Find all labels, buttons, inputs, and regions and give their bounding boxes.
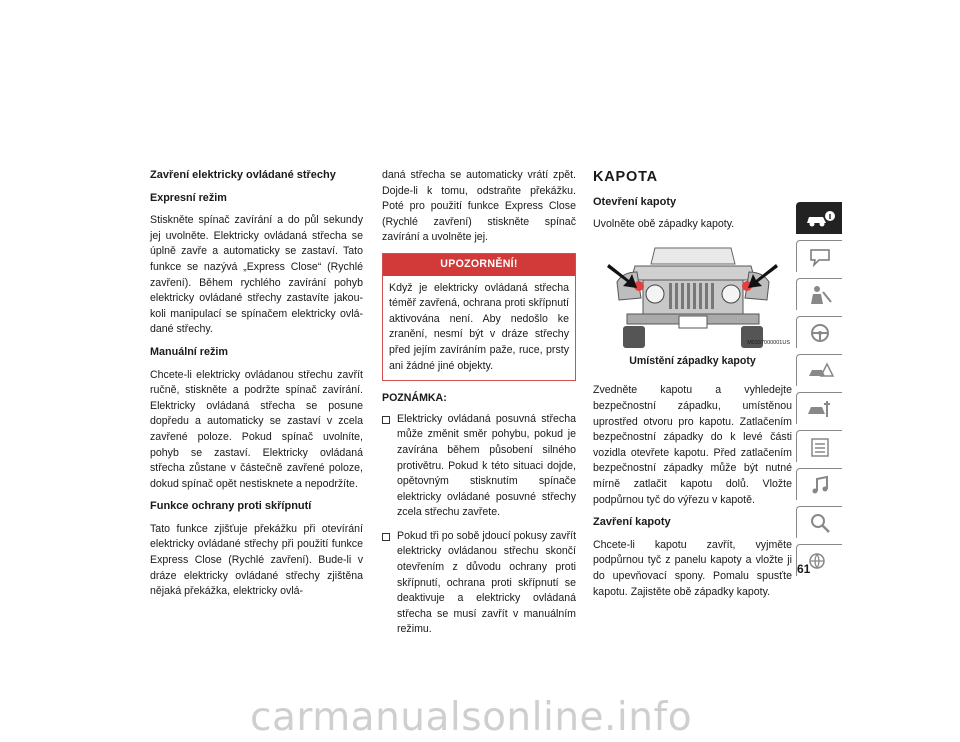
paragraph-manual: Chcete-li elektricky ovládanou střechu zavřít ručně, stiskněte a podržte spínač zavírání. Elektricky ovládaná střecha se posune dopředu a automaticky se zastaví v zcela zavřené poloze. Pokud spínač uvolníte, pohyb se zastaví. Elektricky ovládaná střecha zůstane v částečně zavřené poloze, dokud spínač opět nestisknete a nepodržíte.	[150, 368, 363, 490]
watermark-text: carmanualsonline.info	[250, 695, 693, 740]
tab-specifications[interactable]	[796, 430, 842, 462]
note-bullet	[382, 529, 576, 638]
subheading-hood-open: Otevření kapoty	[593, 195, 677, 208]
tab-car-info[interactable]	[796, 202, 842, 234]
subheading-manual: Manuální režim	[150, 345, 228, 358]
safety-icon	[805, 284, 835, 306]
search-icon	[805, 512, 835, 534]
column-right	[593, 168, 792, 607]
music-icon	[805, 474, 835, 496]
chapter-title: KAPOTA	[593, 169, 658, 185]
paragraph-hood-open: Uvolněte obě západky kapoty.	[593, 218, 735, 231]
page-number: 61	[797, 562, 811, 576]
warning-car-icon	[805, 360, 835, 382]
chapter-tab-sidebar	[796, 202, 842, 582]
note-heading: POZNÁMKA:	[382, 392, 447, 405]
service-icon	[805, 398, 835, 420]
hood-latch-figure	[593, 240, 792, 352]
note-bullet-text: Pokud tři po sobě jdoucí pokusy zavřít elektricky ovládanou střechu skončí otevřením z důvodu ochrany proti skřípnutí, ochrana proti skřípnutí se deaktivuje a elektricky ovládaná střecha se musí zavřít v manuálním režimu.	[397, 529, 577, 636]
tab-service[interactable]	[796, 392, 842, 424]
paragraph-hood-close: Chcete-li kapotu zavřít, vyjměte podpůrnou tyč z panelu kapoty a vložte ji do upevňovací spony. Pomalu spusťte kapotu. Zajistěte obě západky kapoty.	[593, 538, 792, 598]
paragraph-hood-open-2: Zvedněte kapotu a vyhledejte bezpečnostní západku, umístěnou uprostřed otvoru pro kapotu. Zatlačením bezpečnostní západky do k levé části vozidla otevřete kapotu. Před zatlačením bezpečnostní západky může být nutné mírně zatlačit kapotu dolů. Vložte podpůrnou tyč do výřezu v kapotě.	[593, 384, 792, 506]
note-bullet-text: Elektricky ovládaná posuvná střecha může změnit směr pohybu, pokud je zavírána během působení silného protivětru. Pokud k této situaci dojde, opětovným stisknutím spínače elektricky ovládané posuvné střechy zcela střechu zavřete.	[397, 412, 576, 519]
tab-messages[interactable]	[796, 240, 842, 272]
warning-title: UPOZORNĚNÍ!	[383, 254, 575, 276]
specs-list-icon	[805, 436, 835, 458]
figure-caption: Umístění západky kapoty	[629, 354, 756, 367]
note-bullet	[382, 412, 576, 521]
jeep-front-illustration	[593, 240, 792, 352]
subheading-express: Expresní režim	[150, 191, 227, 204]
tab-emergency[interactable]	[796, 354, 842, 386]
tab-index[interactable]	[796, 506, 842, 538]
paragraph-continuation: daná střecha se automaticky vrátí zpět. Dojde-li k tomu, odstraňte překážku. Poté pro použití funkce Express Close (Rychlé zavření) stiskněte spínač zavírání a uvolněte jej.	[382, 169, 576, 244]
section-heading-roof-close: Zavření elektricky ovládané střechy	[150, 169, 336, 181]
tab-multimedia[interactable]	[796, 468, 842, 500]
tab-safety[interactable]	[796, 278, 842, 310]
car-info-icon	[805, 209, 835, 229]
steering-wheel-icon	[805, 322, 835, 344]
paragraph-pinch: Tato funkce zjišťuje překážku při otevírání elektricky ovládané střechy při použití funkce Express Close (Rychlé zavření). Bude-li v dráze elektricky ovládané střechy zjištěna nějaká překážka, elektricky ovlá-	[150, 522, 363, 598]
warning-box	[382, 253, 576, 381]
section-heading-pinch: Funkce ochrany proti skřípnutí	[150, 500, 312, 513]
paragraph-express: Stiskněte spínač zavírání a do půl sekundy jej uvolněte. Elektricky ovládaná střecha se úplně zavře a automaticky se zastaví. Tato funkce se nazývá „Express Close“ (Rychlé zavření). Během rychlého zavírání pohyb elektricky ovládané střechy zastavíte jakoukoli manipulací se spínačem elektricky ovládané střechy.	[150, 214, 363, 336]
message-icon	[805, 246, 835, 268]
checkbox-bullet-icon	[382, 416, 390, 424]
warning-text: Když je elektricky ovládaná střecha téměř zavřená, ochrana proti skřípnutí aktivována není. Aby nedošlo ke zranění, nesmí být v dráze střechy před jejím zavíráním paže, ruce, prsty ani žádné jiné objekty.	[389, 281, 569, 372]
tab-driving[interactable]	[796, 316, 842, 348]
checkbox-bullet-icon	[382, 533, 390, 541]
column-left	[150, 168, 363, 607]
figure-code: M0337000001US	[747, 340, 790, 347]
column-middle	[382, 168, 576, 646]
subheading-hood-close: Zavření kapoty	[593, 516, 671, 529]
